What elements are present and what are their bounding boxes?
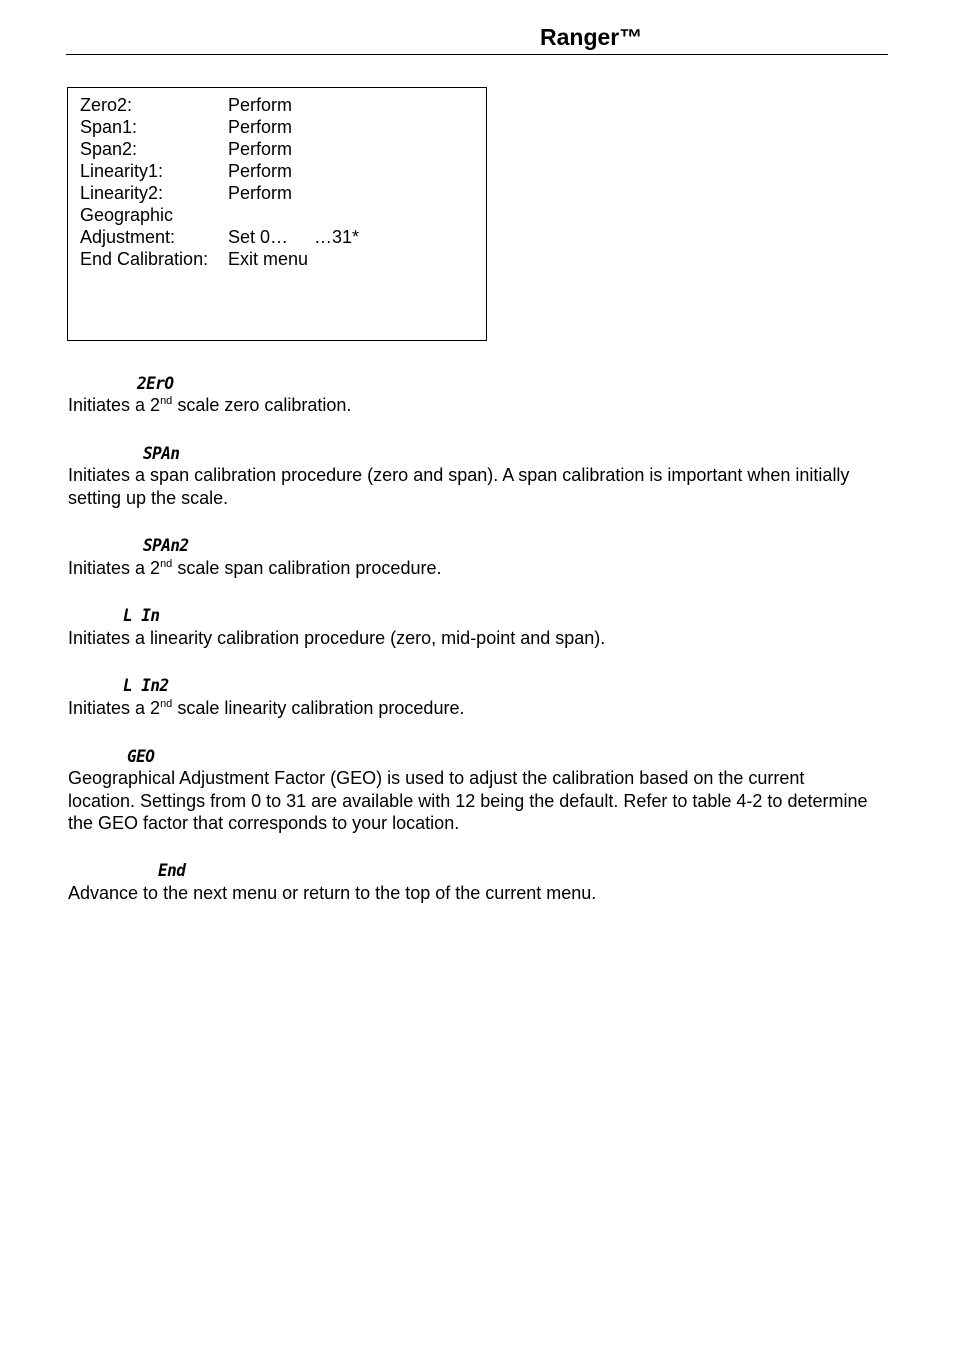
display-code-span: SPAn: [143, 443, 180, 464]
display-code-lin: L In: [123, 605, 160, 626]
display-code-span2: SPAn2: [143, 535, 189, 556]
superscript: nd: [160, 698, 173, 710]
description-end: Advance to the next menu or return to the top of the current menu.: [68, 883, 597, 903]
menu-value: Set 0…: [228, 227, 289, 247]
description-text: Initiates a 2: [68, 558, 161, 578]
superscript: nd: [160, 395, 173, 407]
display-code-zero: 2ErO: [137, 373, 174, 394]
calibration-menu-box: [67, 87, 487, 341]
menu-value: Exit menu: [228, 249, 309, 269]
menu-key: Geographic: [80, 205, 174, 225]
description-text: Initiates a 2: [68, 395, 161, 415]
menu-value-range-end: …31*: [314, 227, 360, 247]
menu-value: Perform: [228, 161, 293, 181]
menu-value: Perform: [228, 183, 293, 203]
menu-key: End Calibration:: [80, 249, 209, 269]
description-geo: Geographical Adjustment Factor (GEO) is used to adjust the calibration based on the current location. Settings from 0 to 31 are available with 12 being the default. Refer to table 4-2 to determine the GEO factor that corresponds to your location.: [68, 768, 868, 833]
menu-value: Perform: [228, 95, 293, 115]
menu-key: Linearity2:: [80, 183, 164, 203]
header-divider: [66, 54, 888, 55]
display-code-lin2: L In2: [123, 675, 169, 696]
description-lin: Initiates a linearity calibration procedure (zero, mid-point and span).: [68, 628, 606, 648]
description-span2: [68, 557, 868, 580]
menu-key: Linearity1:: [80, 161, 164, 181]
superscript: nd: [160, 558, 173, 570]
description-zero2: [68, 394, 868, 417]
menu-key: Zero2:: [80, 95, 133, 115]
menu-value: Perform: [228, 139, 293, 159]
description-lin2: [68, 697, 868, 720]
display-code-end: End: [158, 860, 186, 881]
description-span: Initiates a span calibration procedure (zero and span). A span calibration is important when initially setting up the scale.: [68, 465, 850, 508]
description-text: scale linearity calibration procedure.: [172, 698, 465, 718]
menu-key: Span1:: [80, 117, 138, 137]
description-text: Initiates a 2: [68, 698, 161, 718]
menu-key: Span2:: [80, 139, 138, 159]
description-text: scale zero calibration.: [172, 395, 352, 415]
description-text: scale span calibration procedure.: [172, 558, 442, 578]
menu-key: Adjustment:: [80, 227, 176, 247]
page-title: Ranger™: [540, 24, 643, 50]
display-code-geo: GEO: [127, 746, 155, 767]
menu-value: Perform: [228, 117, 293, 137]
